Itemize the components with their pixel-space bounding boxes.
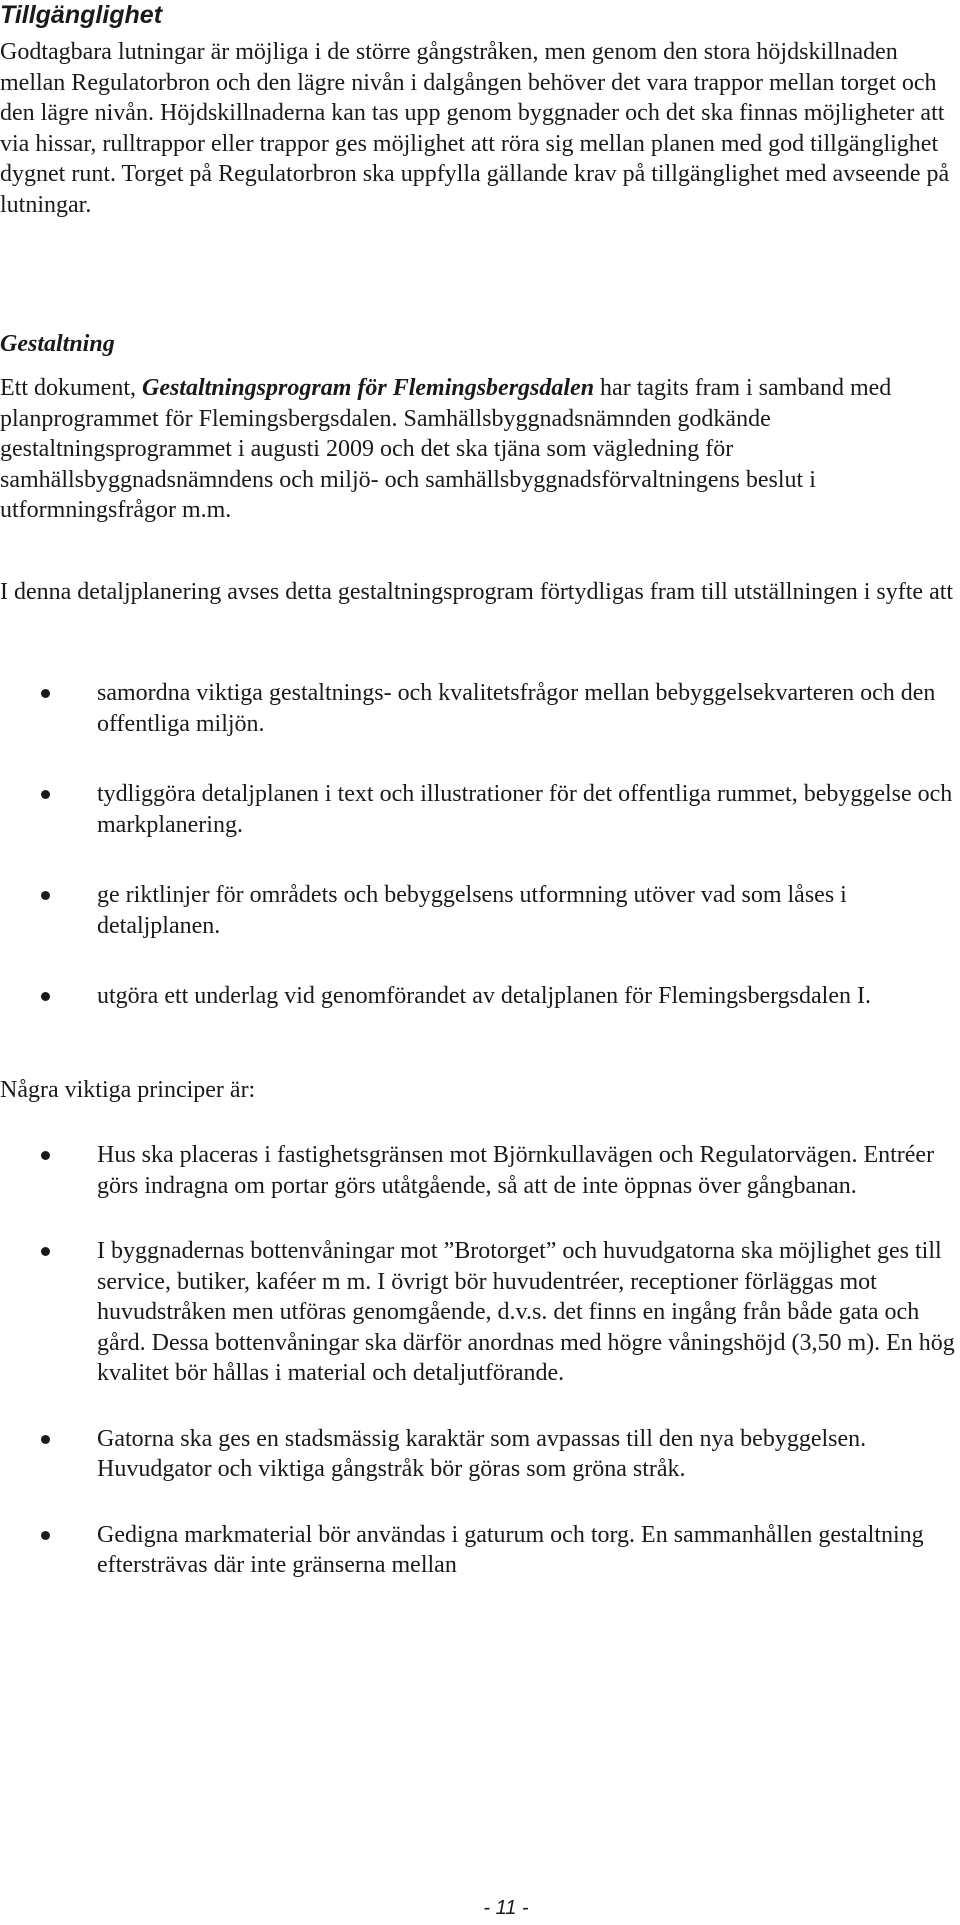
list-item bbox=[0, 678, 955, 739]
aims-list bbox=[0, 678, 955, 1012]
list-item-text: Gedigna markmaterial bör användas i gaturum och torg. En sammanhållen gestaltning eftersträvas där inte gränserna mellan bbox=[97, 1521, 924, 1578]
paragraph-gestaltning-purpose: I denna detaljplanering avses detta gestaltningsprogram förtydligas fram till utställningen i syfte att bbox=[0, 579, 954, 605]
list-item-text: tydliggöra detaljplanen i text och illustrationer för det offentliga rummet, bebyggelse och markplanering. bbox=[97, 781, 953, 838]
paragraph-text: Ett dokument, bbox=[0, 375, 142, 401]
list-item bbox=[0, 1520, 955, 1581]
principles-intro: Några viktiga principer är: bbox=[0, 1077, 256, 1103]
list-item bbox=[0, 1140, 955, 1201]
section-heading-tillganglighet: Tillgänglighet bbox=[0, 1, 163, 29]
bullet-icon bbox=[41, 689, 50, 698]
document-title-reference: Gestaltningsprogram för Flemingsbergsdalen bbox=[141, 375, 595, 401]
list-item-text: Gatorna ska ges en stadsmässig karaktär som avpassas till den nya bebyggelsen. Huvudgator och viktiga gångstråk bör göras som gröna stråk. bbox=[97, 1425, 867, 1482]
principles-list bbox=[0, 1140, 955, 1581]
bullet-icon bbox=[41, 1247, 50, 1256]
bullet-icon bbox=[41, 1531, 50, 1540]
list-item-text: samordna viktiga gestaltnings- och kvalitetsfrågor mellan bebyggelsekvarteren och den offentliga miljön. bbox=[97, 680, 936, 737]
bullet-icon bbox=[41, 891, 50, 900]
list-item-text: utgöra ett underlag vid genomförandet av detaljplanen för Flemingsbergsdalen I. bbox=[97, 983, 871, 1009]
list-item bbox=[0, 981, 955, 1012]
list-item bbox=[0, 1236, 955, 1389]
list-item bbox=[0, 1424, 955, 1485]
paragraph-tillganglighet: Godtagbara lutningar är möjliga i de större gångstråken, men genom den stora höjdskillnaden mellan Regulatorbron och den lägre nivån i dalgången behöver det vara trappor mellan torget och den lägre nivån. Höjdskillnaderna kan tas upp genom byggnader och det ska finnas möjligheter att via hissar, rulltrappor eller trappor ges möjlighet att röra sig mellan planen med god tillgänglighet dygnet runt. Torget på Regulatorbron ska uppfylla gällande krav på tillgänglighet med avseende på lutningar. bbox=[0, 39, 950, 218]
list-item-text: ge riktlinjer för områdets och bebyggelsens utformning utöver vad som låses i detaljplanen. bbox=[97, 882, 847, 939]
bullet-icon bbox=[41, 790, 50, 799]
paragraph-gestaltning-intro bbox=[0, 373, 955, 526]
list-item bbox=[0, 880, 955, 941]
list-item-text: I byggnadernas bottenvåningar mot ”Brotorget” och huvudgatorna ska möjlighet ges till service, butiker, kaféer m m. I övrigt bör huvudentréer, receptioner förläggas mot huvudstråken men utföras genomgående, d.v.s. det finns en ingång från både gata och gård. Dessa bottenvåningar ska därför anordnas med högre våningshöjd (3,50 m). En hög kvalitet bör hållas i material och detaljutförande. bbox=[97, 1238, 955, 1386]
page-number: - 11 - bbox=[483, 1897, 529, 1919]
list-item bbox=[0, 779, 955, 840]
paragraph-text: har tagits fram i samband med planprogrammet för Flemingsbergsdalen. Samhällsbyggnadsnämnden godkände gestaltningsprogrammet i augusti 2009 och det ska tjäna som vägledning för samhällsbyggnadsnämndens och miljö- och samhällsbyggnadsförvaltningens beslut i utformningsfrågor m.m. bbox=[0, 375, 892, 523]
bullet-icon bbox=[41, 1435, 50, 1444]
section-heading-gestaltning: Gestaltning bbox=[0, 331, 115, 357]
list-item-text: Hus ska placeras i fastighetsgränsen mot Björnkullavägen och Regulatorvägen. Entréer görs indragna om portar görs utåtgående, så att de inte öppnas över gångbanan. bbox=[97, 1142, 935, 1199]
bullet-icon bbox=[41, 992, 50, 1001]
bullet-icon bbox=[41, 1151, 50, 1160]
